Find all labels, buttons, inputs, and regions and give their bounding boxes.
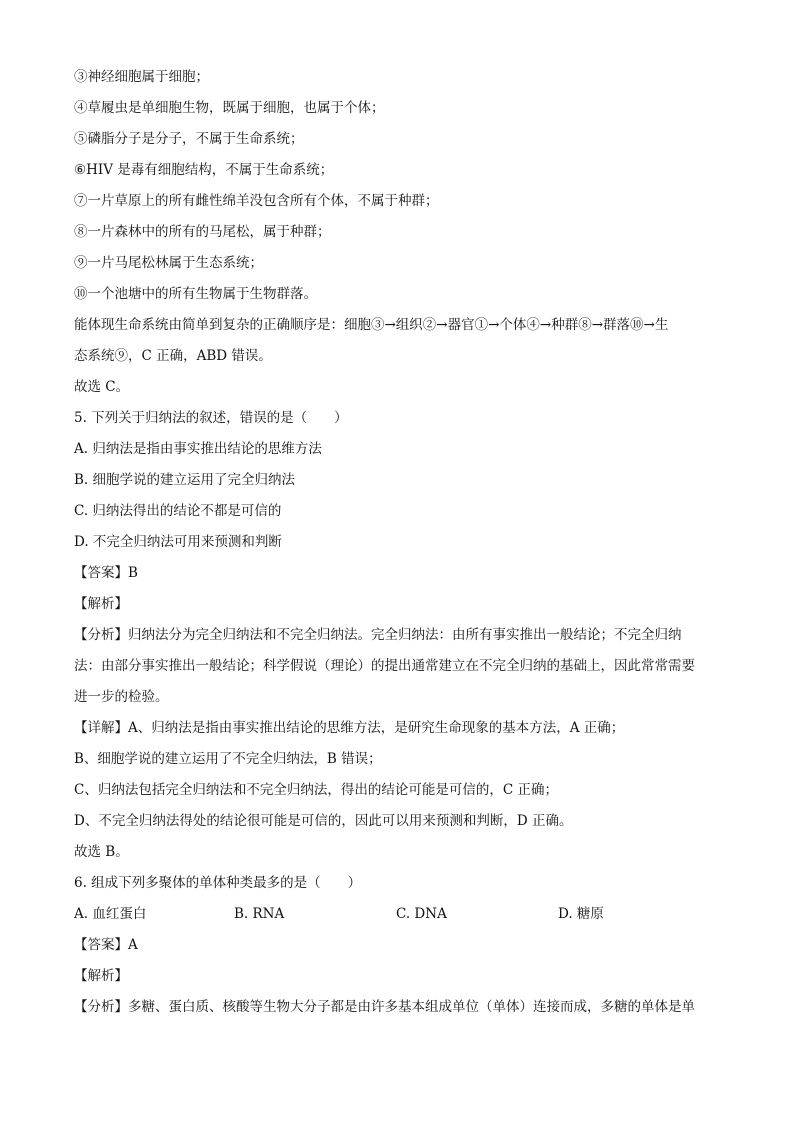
q5-stem: 5. 下列关于归纳法的叙述，错误的是（ ） xyxy=(74,410,348,426)
prev-item-8: ⑧一片森林中的所有的马尾松，属于种群； xyxy=(74,224,331,240)
q6-option-b: B. RNA xyxy=(234,906,285,922)
q5-option-c: C. 归纳法得出的结论不都是可信的 xyxy=(74,503,282,519)
prev-item-7: ⑦一片草原上的所有雌性绵羊没包含所有个体，不属于种群； xyxy=(74,193,439,209)
prev-choice: 故选 C。 xyxy=(74,379,130,395)
q6-option-a: A. 血红蛋白 xyxy=(74,906,147,922)
q5-analysis-header: 【解析】 xyxy=(74,596,128,612)
q5-detail-line-3: C、归纳法包括完全归纳法和不完全归纳法，得出的结论可能是可信的，C 正确； xyxy=(74,782,558,798)
q6-analysis-line: 【分析】多糖、蛋白质、核酸等生物大分子都是由许多基本组成单位（单体）连接而成，多糖的单体是单 xyxy=(74,999,695,1015)
prev-item-4: ④草履虫是单细胞生物，既属于细胞，也属于个体； xyxy=(74,100,385,116)
q5-detail-line-1: 【详解】A、归纳法是指由事实推出结论的思维方法，是研究生命现象的基本方法，A 正确； xyxy=(74,720,625,736)
q5-option-a: A. 归纳法是指由事实推出结论的思维方法 xyxy=(74,441,322,457)
q6-stem: 6. 组成下列多聚体的单体种类最多的是（ ） xyxy=(74,875,362,891)
prev-item-6: ⑥HIV 是毒有细胞结构，不属于生命系统； xyxy=(74,162,334,178)
q6-answer: 【答案】A xyxy=(74,937,138,953)
q5-detail-line-2: B、细胞学说的建立运用了不完全归纳法，B 错误； xyxy=(74,751,382,767)
q5-detail-line-4: D、不完全归纳法得处的结论很可能是可信的，因此可以用来预测和判断，D 正确。 xyxy=(74,813,573,829)
q6-option-c: C. DNA xyxy=(396,906,447,922)
q5-choice: 故选 B。 xyxy=(74,844,129,860)
q5-option-b: B. 细胞学说的建立运用了完全归纳法 xyxy=(74,472,296,488)
q5-answer: 【答案】B xyxy=(74,565,138,581)
q5-option-d: D. 不完全归纳法可用来预测和判断 xyxy=(74,534,282,550)
q5-analysis-line-1: 【分析】归纳法分为完全归纳法和不完全归纳法。完全归纳法：由所有事实推出一般结论；不完全归纳 xyxy=(74,627,682,643)
q6-analysis-header: 【解析】 xyxy=(74,968,128,984)
prev-item-10: ⑩一个池塘中的所有生物属于生物群落。 xyxy=(74,286,317,302)
q5-analysis-line-3: 进一步的检验。 xyxy=(74,689,169,705)
prev-order-line-1: 能体现生命系统由简单到复杂的正确顺序是：细胞③→组织②→器官①→个体④→种群⑧→群落⑩→生 xyxy=(74,317,669,333)
prev-order-line-2: 态系统⑨，C 正确，ABD 错误。 xyxy=(74,348,272,364)
prev-item-3: ③神经细胞属于细胞； xyxy=(74,69,209,85)
prev-item-9: ⑨一片马尾松林属于生态系统； xyxy=(74,255,263,271)
q6-option-d: D. 糖原 xyxy=(558,906,604,922)
q5-analysis-line-2: 法：由部分事实推出一般结论；科学假说（理论）的提出通常建立在不完全归纳的基础上，因此常常需要 xyxy=(74,658,695,674)
prev-item-5: ⑤磷脂分子是分子，不属于生命系统； xyxy=(74,131,304,147)
